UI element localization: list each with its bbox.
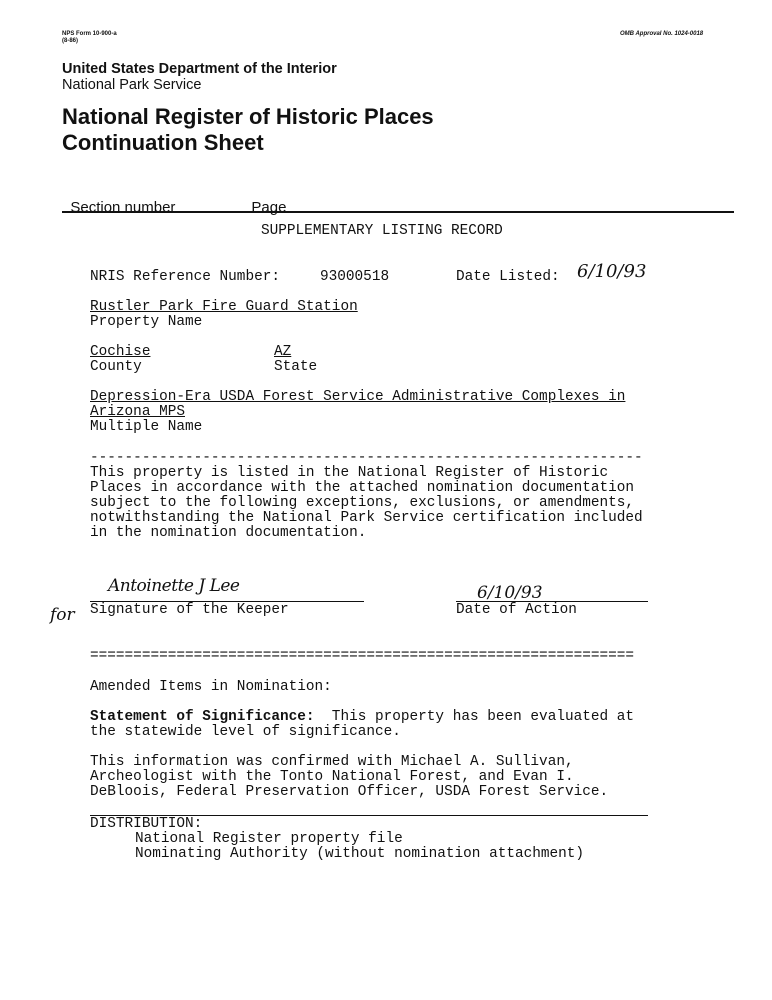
county-label: County [90,359,142,375]
statement-line: This property is listed in the National Register of Historic [90,465,609,481]
significance-label: Statement of Significance: [90,709,315,725]
nris-label: NRIS Reference Number: [90,269,280,285]
action-date-value: 6/10/93 [477,583,543,603]
distribution-item: National Register property file [135,831,403,847]
action-date-label: Date of Action [456,602,577,618]
multiple-name-line1: Depression-Era USDA Forest Service Administrative Complexes in [90,389,626,405]
state-label: State [274,359,318,375]
distribution-label: DISTRIBUTION: [90,816,203,832]
property-name: Rustler Park Fire Guard Station [90,299,358,315]
header-rule [62,211,734,213]
confirm-line: This information was confirmed with Michael A. Sullivan, [90,754,574,770]
multiple-name-line2: Arizona MPS [90,404,185,420]
record-heading: SUPPLEMENTARY LISTING RECORD [261,223,503,239]
signature-label: Signature of the Keeper [90,602,289,618]
county-value: Cochise [90,344,151,360]
section-number-label: Section number [70,199,176,216]
page-label: Page [251,199,287,216]
distribution-item: Nominating Authority (without nomination attachment) [135,846,585,862]
multiple-name-label: Multiple Name [90,419,203,435]
form-number: NPS Form 10-900-a [62,31,117,37]
amended-heading: Amended Items in Nomination: [90,679,332,695]
page-title: National Register of Historic Places [62,104,434,129]
statement-line: subject to the following exceptions, exclusions, or amendments, [90,495,635,511]
dash-rule: ---------------------------------------------------------------- [90,450,643,466]
omb-approval: OMB Approval No. 1024-0018 [620,31,704,37]
confirm-line: Archeologist with the Tonto National Forest, and Evan I. [90,769,574,785]
significance-text: This property has been evaluated at [314,709,635,725]
statement-line: notwithstanding the National Park Service certification included [90,510,643,526]
statement-line: in the nomination documentation. [90,525,367,541]
property-name-label: Property Name [90,314,203,330]
state-value: AZ [274,344,292,360]
equals-rule: =============================================================== [90,648,635,664]
service-name: National Park Service [62,77,202,93]
signature-prefix: for [50,605,75,625]
keeper-signature: Antoinette J Lee [108,576,240,596]
significance-line2: the statewide level of significance. [90,724,401,740]
statement-line: Places in accordance with the attached nomination documentation [90,480,635,496]
form-date: (8-86) [62,38,79,44]
department-name: United States Department of the Interior [62,61,337,77]
page-subtitle: Continuation Sheet [62,130,264,155]
date-listed-label: Date Listed: [456,269,560,285]
date-listed-value: 6/10/93 [577,261,647,282]
significance-line1 [90,710,634,725]
confirm-line: DeBloois, Federal Preservation Officer, USDA Forest Service. [90,784,609,800]
nris-value: 93000518 [320,269,390,285]
